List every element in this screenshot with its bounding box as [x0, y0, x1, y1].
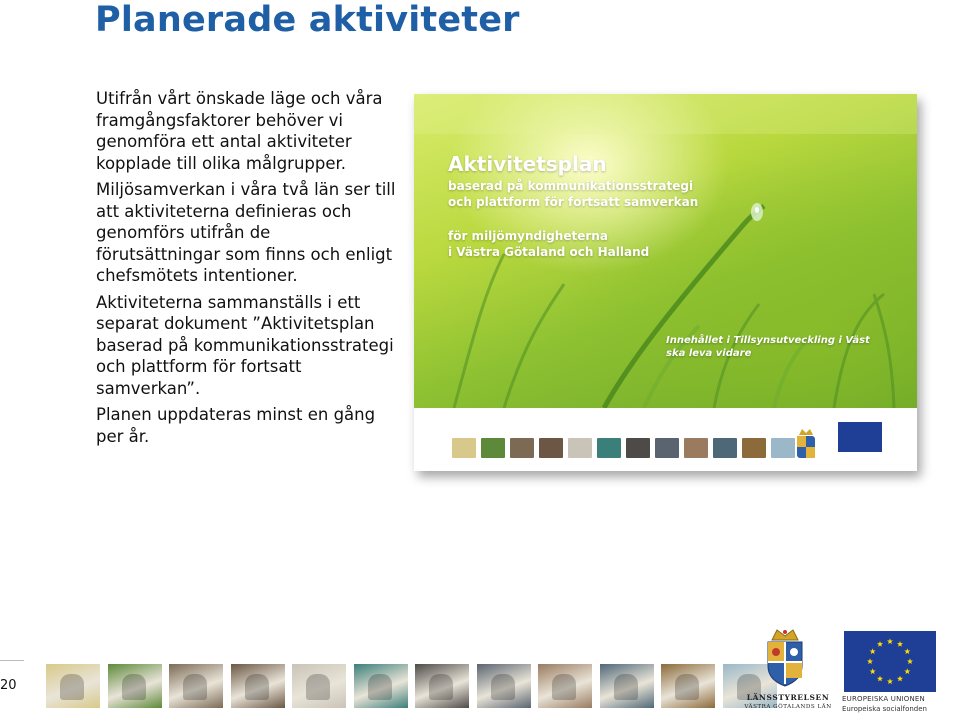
- hand-touching-wall-photo: [46, 664, 100, 708]
- body-text: [96, 88, 396, 452]
- people-meeting-photo: [169, 664, 223, 708]
- cover-crest-icon: [794, 426, 818, 464]
- excavator-photo: [538, 664, 592, 708]
- paragraph-4: Planen uppdateras minst en gång per år.: [96, 405, 376, 446]
- eu-name: EUROPEISKA UNIONEN: [842, 695, 925, 703]
- cover-mini-photo: [771, 438, 795, 458]
- chemical-products-photo: [292, 664, 346, 708]
- page-number: 20: [0, 678, 17, 693]
- cover-mini-photo: [481, 438, 505, 458]
- recycling-bin-photo: [354, 664, 408, 708]
- cover-mini-photo: [684, 438, 708, 458]
- cover-title: Aktivitetsplan: [448, 152, 607, 176]
- workshop-photo: [477, 664, 531, 708]
- eu-flag-icon: [844, 631, 936, 692]
- cover-subtitle: baserad på kommunikationsstrategi och plattform för fortsatt samverkan: [448, 179, 699, 209]
- cover-mini-photo: [597, 438, 621, 458]
- cover-mini-photo: [626, 438, 650, 458]
- cover-mini-photo: [568, 438, 592, 458]
- cover-audience: för miljömyndigheterna i Västra Götaland och Halland: [448, 229, 650, 259]
- aktivitetsplan-cover-image: [414, 94, 917, 471]
- person-with-documents-photo: [231, 664, 285, 708]
- cover-quote: Innehållet i Tillsynsutveckling i Väst ska leva vidare: [666, 335, 870, 359]
- grass-dewdrop-photo: [414, 94, 917, 408]
- cover-thumbnail-strip: [414, 408, 917, 471]
- paragraph-1: Utifrån vårt önskade läge och våra framgångsfaktorer behöver vi genomföra ett antal aktiviteter kopplade till olika målgrupper.: [96, 89, 383, 173]
- factory-worker-photo: [600, 664, 654, 708]
- lansstyrelsen-name: LÄNSSTYRELSEN: [746, 693, 830, 702]
- butterfly-photo: [661, 664, 715, 708]
- cover-mini-photo: [539, 438, 563, 458]
- footer-divider: [0, 660, 24, 661]
- green-apples-photo: [108, 664, 162, 708]
- slide-title: Planerade aktiviteter: [95, 0, 520, 40]
- inspectors-talking-photo: [415, 664, 469, 708]
- cover-mini-photo: [713, 438, 737, 458]
- eu-social-fund: Europeiska socialfonden: [842, 705, 927, 713]
- cover-mini-photo: [510, 438, 534, 458]
- cover-mini-photo: [452, 438, 476, 458]
- lansstyrelsen-county: VÄSTRA GÖTALANDS LÄN: [744, 704, 832, 710]
- paragraph-2: Miljösamverkan i våra två län ser till att aktiviteterna definieras och genomförs utifrån de förutsättningar som finns och enligt chefsmötets intentioner.: [96, 180, 396, 285]
- cover-mini-photo: [742, 438, 766, 458]
- cover-eu-flag-icon: [838, 422, 882, 452]
- cover-mini-photo: [655, 438, 679, 458]
- lansstyrelsen-crest-icon: [764, 626, 806, 688]
- paragraph-3: Aktiviteterna sammanställs i ett separat dokument ”Aktivitetsplan baserad på kommunikationsstrategi och plattform för fortsatt samverkan”.: [96, 292, 394, 398]
